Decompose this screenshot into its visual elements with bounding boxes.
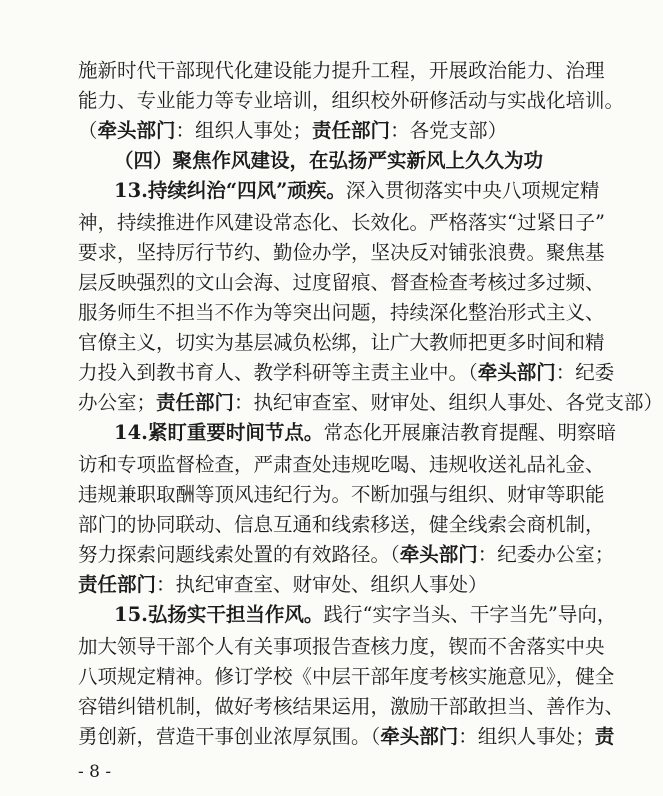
text-run: 神，持续推进作风建设常态化、长效化。严格落实“过紧日子” — [78, 211, 605, 234]
text-run: ：纪委 — [555, 361, 615, 384]
text-line — [78, 512, 605, 538]
bold-text-run: 13.持续纠治“四风”顽疾。 — [114, 179, 346, 202]
bold-text-run: 责任部门 — [156, 391, 235, 414]
bold-text-run: 责任部门 — [312, 119, 391, 142]
text-run: 践行“实字当头、干字当先”导向， — [323, 603, 617, 626]
text-line — [114, 148, 584, 174]
text-run: 勇创新，营造干事创业浓厚氛围。（ — [78, 725, 381, 748]
text-run: ：执纪审查室、财审处、组织人事处） — [156, 573, 488, 596]
bold-text-run: 牵头部门 — [399, 543, 478, 566]
text-line — [78, 88, 625, 114]
text-run: ：组织人事处； — [458, 725, 595, 748]
bold-text-run: 15.弘扬实干担当作风。 — [114, 603, 324, 626]
text-line — [78, 58, 605, 84]
text-run: 深入贯彻落实中央八项规定精 — [345, 179, 600, 202]
text-line — [78, 724, 615, 750]
text-line — [78, 360, 615, 386]
text-run: 加大领导干部个人有关事项报告查核力度，锲而不舍落实中央 — [78, 635, 605, 658]
text-line — [78, 390, 663, 416]
text-run: 能力、专业能力等专业培训，组织校外研修活动与实战化培训。 — [78, 89, 625, 112]
text-run: ：各党支部） — [390, 119, 508, 142]
text-line — [78, 572, 548, 598]
bold-text-run: 牵头部门 — [477, 361, 556, 384]
text-run: 施新时代干部现代化建设能力提升工程，开展政治能力、治理 — [78, 59, 605, 82]
text-run: ：执纪审查室、财审处、组织人事处、各党支部） — [234, 391, 663, 414]
text-line — [114, 602, 617, 628]
page-number: - 8 - — [78, 762, 112, 782]
text-line — [78, 240, 605, 266]
text-run: 官僚主义，切实为基层减负松绑，让广大教师把更多时间和精 — [78, 331, 605, 354]
text-line — [78, 542, 615, 568]
text-run: ：纪委办公室； — [477, 543, 615, 566]
text-run: 常态化开展廉洁教育提醒、明察暗 — [323, 421, 616, 444]
text-run: （ — [78, 119, 98, 142]
bold-text-run: 责任部门 — [78, 573, 157, 596]
text-run: 容错纠错机制，做好考核结果运用，激励干部敢担当、善作为、 — [78, 695, 625, 718]
text-run: 访和专项监督检查，严肃查处违规吃喝、违规收送礼品礼金、 — [78, 453, 605, 476]
text-line — [78, 664, 615, 690]
text-line — [78, 634, 605, 660]
text-line — [78, 452, 605, 478]
text-line — [114, 420, 616, 446]
text-run: 努力探索问题线索处置的有效路径。（ — [78, 543, 400, 566]
text-line — [78, 694, 625, 720]
text-line — [78, 300, 605, 326]
text-run: 办公室； — [78, 391, 157, 414]
text-line — [78, 270, 605, 296]
bold-text-run: 责 — [594, 725, 615, 748]
text-run: 力投入到教书育人、教学科研等主责主业中。（ — [78, 361, 478, 384]
bold-text-run: （四）聚焦作风建设，在弘扬严实新风上久久为功 — [114, 149, 544, 172]
text-run: 违规兼职取酬等顶风违纪行为。不断加强与组织、财审等职能 — [78, 483, 605, 506]
text-line — [78, 330, 605, 356]
text-run: 要求，坚持厉行节约、勤俭办学，坚决反对铺张浪费。聚焦基 — [78, 241, 605, 264]
text-line — [78, 118, 548, 144]
bold-text-run: 牵头部门 — [380, 725, 459, 748]
text-run: 层反映强烈的文山会海、过度留痕、督查检查考核过多过频、 — [78, 271, 605, 294]
bold-text-run: 牵头部门 — [97, 119, 176, 142]
text-run: 服务师生不担当不作为等突出问题，持续深化整治形式主义、 — [78, 301, 605, 324]
text-line — [78, 210, 605, 236]
text-run: 部门的协同联动、信息互通和线索移送，健全线索会商机制， — [78, 513, 605, 536]
bold-text-run: 14.紧盯重要时间节点。 — [114, 421, 324, 444]
text-line — [78, 482, 605, 508]
text-run: 八项规定精神。修订学校《中层干部年度考核实施意见》，健全 — [78, 665, 615, 688]
text-line — [114, 178, 600, 204]
text-run: ：组织人事处； — [175, 119, 313, 142]
